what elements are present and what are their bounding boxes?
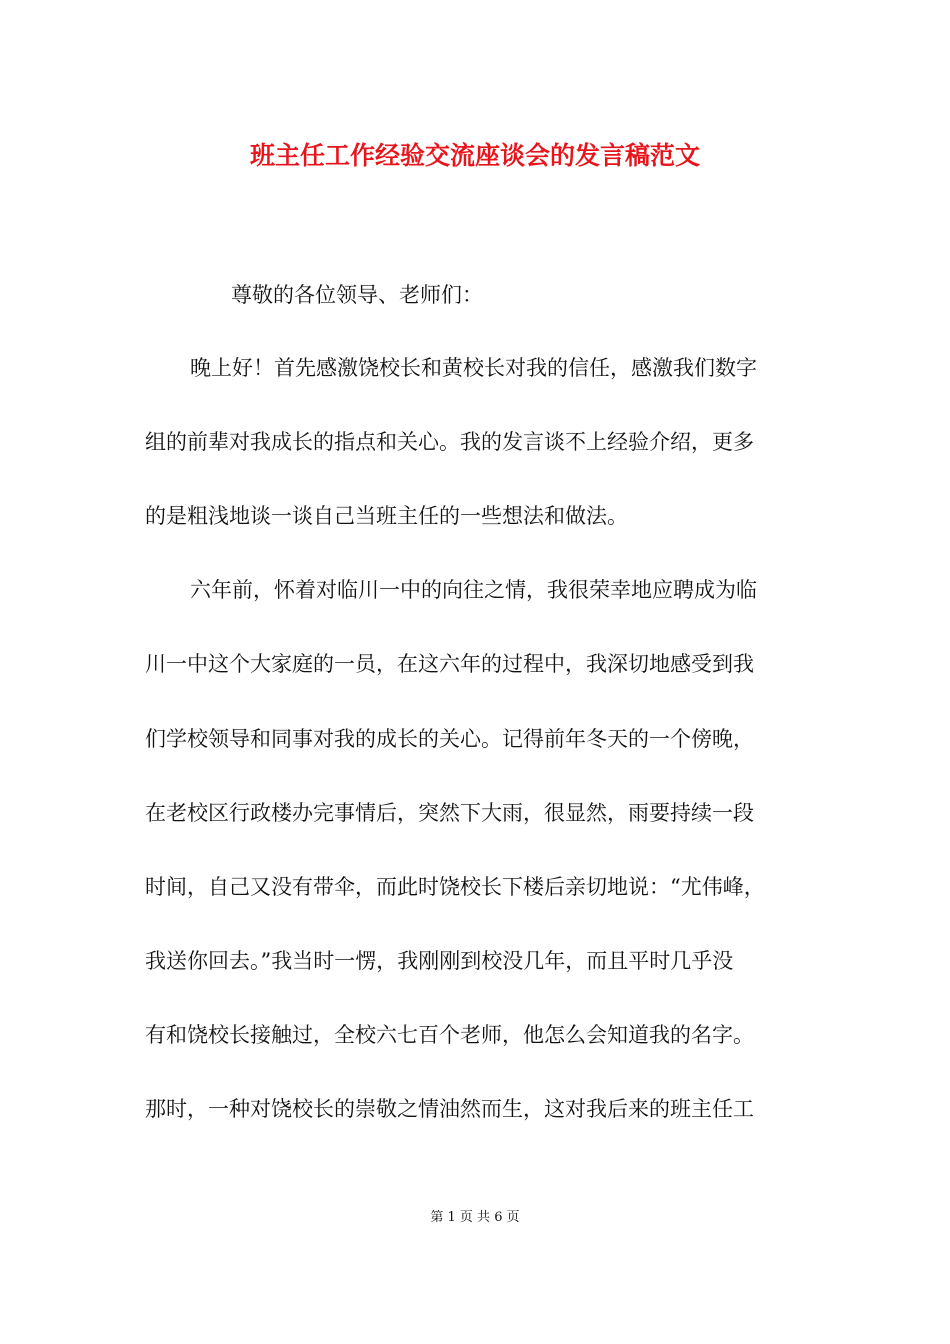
body-line: 在老校区行政楼办完事情后，突然下大雨，很显然，雨要持续一段 [145,801,754,825]
body-line: 时间，自己又没有带伞，而此时饶校长下楼后亲切地说：“尤伟峰， [145,875,765,899]
body-line: 们学校领导和同事对我的成长的关心。记得前年冬天的一个傍晚， [145,727,754,751]
document-title: 班主任工作经验交流座谈会的发言稿范文 [249,141,700,170]
body-line: 组的前辈对我成长的指点和关心。我的发言谈不上经验介绍，更多 [145,430,754,454]
body-line: 的是粗浅地谈一谈自己当班主任的一些想法和做法。 [145,504,628,528]
body-line: 有和饶校长接触过，全校六七百个老师，他怎么会知道我的名字。 [145,1023,754,1047]
body-line: 川一中这个大家庭的一员，在这六年的过程中，我深切地感受到我 [145,652,754,676]
salutation: 尊敬的各位领导、老师们： [231,283,483,307]
body-line: 我送你回去。”我当时一愣，我刚刚到校没几年，而且平时几乎没 [145,949,734,973]
body-line: 六年前，怀着对临川一中的向往之情，我很荣幸地应聘成为临 [190,578,757,602]
body-line: 那时，一种对饶校长的崇敬之情油然而生，这对我后来的班主任工 [145,1097,754,1121]
body-line: 晚上好！首先感激饶校长和黄校长对我的信任，感激我们数字 [190,356,757,380]
page-footer: 第 1 页 共 6 页 [430,1210,520,1225]
